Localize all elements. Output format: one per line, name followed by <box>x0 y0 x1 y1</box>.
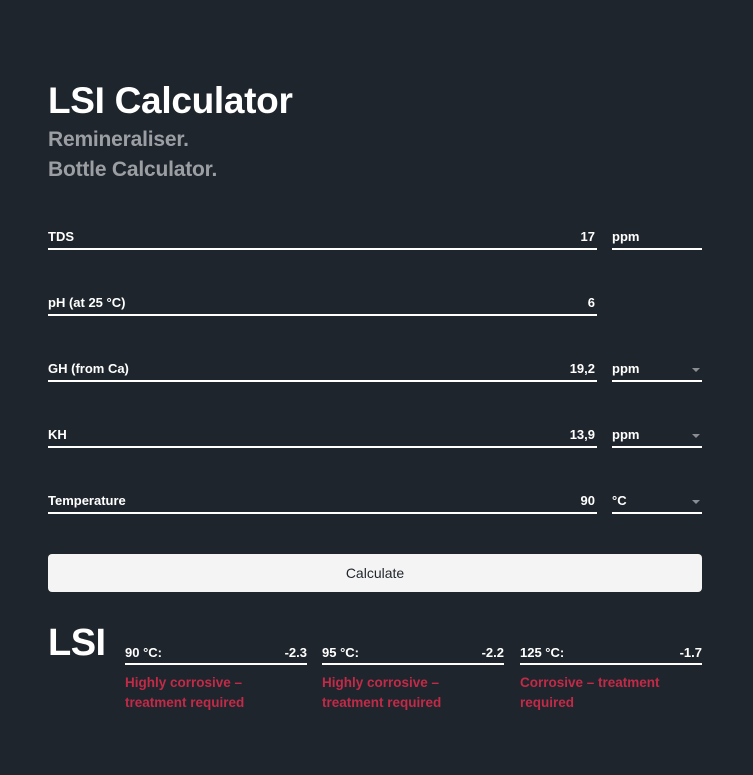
gh-input[interactable] <box>48 360 597 382</box>
gh-label: GH (from Ca) <box>48 361 129 376</box>
result-value: -1.7 <box>679 645 702 660</box>
kh-unit-select[interactable] <box>612 426 702 448</box>
gh-row <box>48 360 702 382</box>
calculate-button[interactable]: Calculate <box>48 554 702 592</box>
tds-input[interactable] <box>48 228 597 250</box>
ph-value: 6 <box>587 295 595 310</box>
kh-value: 13,9 <box>569 427 595 442</box>
result-line <box>125 645 307 665</box>
tds-unit <box>612 228 702 250</box>
result-125 <box>520 645 702 713</box>
temperature-unit-label: °C <box>612 493 627 508</box>
ph-label: pH (at 25 °C) <box>48 295 126 310</box>
temperature-unit-select[interactable] <box>612 492 702 514</box>
chevron-down-icon <box>692 368 700 372</box>
chevron-down-icon <box>692 500 700 504</box>
page-title: LSI Calculator <box>48 80 293 121</box>
result-temp: 125 °C: <box>520 645 565 660</box>
tds-label: TDS <box>48 229 74 244</box>
kh-label: KH <box>48 427 67 442</box>
result-95 <box>322 645 504 713</box>
result-temp: 90 °C: <box>125 645 162 660</box>
subtitle-remineraliser: Remineraliser. <box>48 128 189 151</box>
gh-unit-select[interactable] <box>612 360 702 382</box>
tds-value: 17 <box>580 229 595 244</box>
subtitle-bottle-calculator: Bottle Calculator. <box>48 158 218 181</box>
chevron-down-icon <box>692 434 700 438</box>
kh-input[interactable] <box>48 426 597 448</box>
temperature-row <box>48 492 702 514</box>
result-line <box>520 645 702 665</box>
result-temp: 95 °C: <box>322 645 359 660</box>
gh-value: 19,2 <box>569 361 595 376</box>
kh-row <box>48 426 702 448</box>
result-status: Highly corrosive – treatment required <box>125 675 245 710</box>
result-status: Highly corrosive – treatment required <box>322 675 442 710</box>
result-value: -2.2 <box>481 645 504 660</box>
temperature-label: Temperature <box>48 493 126 508</box>
result-value: -2.3 <box>284 645 307 660</box>
temperature-input[interactable] <box>48 492 597 514</box>
gh-unit-label: ppm <box>612 361 640 376</box>
tds-row <box>48 228 702 250</box>
ph-row <box>48 294 702 316</box>
kh-unit-label: ppm <box>612 427 640 442</box>
ph-input[interactable] <box>48 294 597 316</box>
result-90 <box>125 645 307 713</box>
results-heading: LSI <box>48 622 106 664</box>
tds-unit-label: ppm <box>612 229 640 244</box>
result-status: Corrosive – treatment required <box>520 675 660 710</box>
result-line <box>322 645 504 665</box>
temperature-value: 90 <box>580 493 595 508</box>
